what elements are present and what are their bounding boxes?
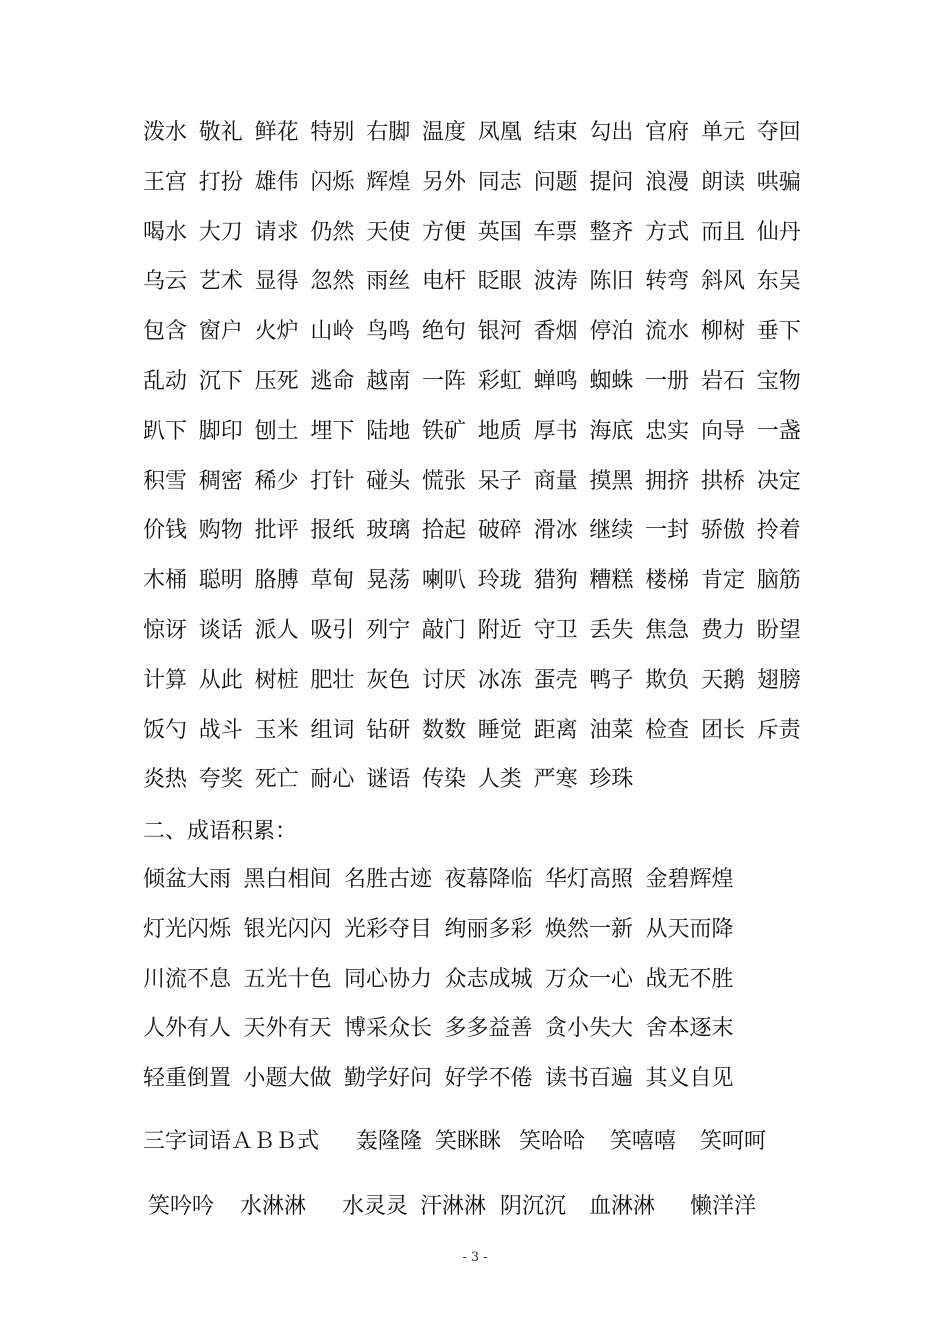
word-item: 报纸 — [310, 518, 355, 544]
idiom-item: 川流不息 — [143, 966, 232, 992]
word-item: 埋下 — [310, 418, 355, 444]
word-item: 王宫 — [143, 169, 188, 195]
word-item: 胳膊 — [254, 568, 299, 594]
idiom-item: 光彩夺目 — [344, 916, 433, 942]
word-item: 转弯 — [645, 269, 690, 295]
idiom-item: 绚丽多彩 — [444, 916, 533, 942]
abb-word: 笑哈哈 — [519, 1129, 586, 1154]
word-item: 趴下 — [143, 418, 188, 444]
word-item: 方式 — [645, 219, 690, 245]
word-item: 附近 — [477, 617, 522, 643]
word-item: 焦急 — [645, 617, 690, 643]
word-item: 单元 — [700, 120, 745, 145]
abb-word: 笑吟吟 — [148, 1194, 215, 1219]
idiom-row — [143, 860, 843, 910]
word-item: 饭勺 — [143, 717, 188, 743]
word-item: 费力 — [700, 617, 745, 643]
abb-word: 水淋淋 — [240, 1194, 307, 1219]
abb-word: 笑嘻嘻 — [610, 1129, 677, 1154]
word-item: 包含 — [143, 319, 188, 345]
abb-words-line-2 — [148, 1187, 848, 1227]
idiom-item: 夜幕降临 — [444, 867, 533, 892]
word-item: 夸奖 — [198, 767, 243, 793]
idiom-item: 银光闪闪 — [243, 916, 332, 942]
idiom-item: 小题大做 — [243, 1066, 332, 1092]
word-item: 绝句 — [421, 319, 466, 345]
word-item: 斜风 — [700, 269, 745, 295]
word-row — [143, 361, 843, 411]
word-item: 打针 — [310, 468, 355, 494]
idiom-item: 众志成城 — [444, 966, 533, 992]
word-item: 斥责 — [756, 717, 801, 743]
word-item: 从此 — [198, 667, 243, 693]
word-item: 仍然 — [310, 219, 355, 245]
word-row — [143, 311, 843, 361]
word-row — [143, 112, 843, 162]
word-item: 凤凰 — [477, 120, 522, 145]
word-item: 请求 — [254, 219, 299, 245]
idiom-item: 好学不倦 — [444, 1066, 533, 1092]
word-item: 呆子 — [477, 468, 522, 494]
word-item: 玲珑 — [477, 568, 522, 594]
idiom-item: 万众一心 — [545, 966, 634, 992]
word-item: 陆地 — [366, 418, 411, 444]
word-item: 乌云 — [143, 269, 188, 295]
idiom-item: 焕然一新 — [545, 916, 634, 942]
word-item: 蝉鸣 — [533, 368, 578, 394]
word-item: 夺回 — [756, 120, 801, 145]
word-item: 一册 — [645, 368, 690, 394]
word-item: 灰色 — [366, 667, 411, 693]
word-item: 乱动 — [143, 368, 188, 394]
idiom-item: 倾盆大雨 — [143, 867, 232, 892]
abb-words-line-1 — [143, 1122, 843, 1162]
idiom-item: 勤学好问 — [344, 1066, 433, 1092]
word-item: 聪明 — [198, 568, 243, 594]
word-item: 山岭 — [310, 319, 355, 345]
word-item: 艺术 — [198, 269, 243, 295]
idiom-list — [143, 860, 843, 1109]
word-item: 刨土 — [254, 418, 299, 444]
word-item: 糟糕 — [589, 568, 634, 594]
word-item: 雄伟 — [254, 169, 299, 195]
word-item: 英国 — [477, 219, 522, 245]
word-item: 肯定 — [700, 568, 745, 594]
word-item: 鸟鸣 — [366, 319, 411, 345]
idiom-item: 金碧辉煌 — [645, 867, 734, 892]
word-item: 距离 — [533, 717, 578, 743]
word-item: 一盏 — [756, 418, 801, 444]
abb-word: 笑眯眯 — [435, 1129, 502, 1154]
word-item: 谈话 — [198, 617, 243, 643]
word-item: 稀少 — [254, 468, 299, 494]
word-item: 陈旧 — [589, 269, 634, 295]
idiom-item: 同心协力 — [344, 966, 433, 992]
word-item: 欺负 — [645, 667, 690, 693]
word-item: 浪漫 — [645, 169, 690, 195]
word-item: 积雪 — [143, 468, 188, 494]
word-item: 检查 — [645, 717, 690, 743]
word-item: 鲜花 — [254, 120, 299, 145]
word-item: 闪烁 — [310, 169, 355, 195]
word-item: 商量 — [533, 468, 578, 494]
word-row — [143, 510, 843, 560]
word-row — [143, 610, 843, 660]
word-item: 铁矿 — [421, 418, 466, 444]
word-item: 泼水 — [143, 120, 188, 145]
word-item: 传染 — [421, 767, 466, 793]
word-item: 一阵 — [421, 368, 466, 394]
word-item: 官府 — [645, 120, 690, 145]
idiom-item: 读书百遍 — [545, 1066, 634, 1092]
word-item: 敬礼 — [198, 120, 243, 145]
word-item: 一封 — [645, 518, 690, 544]
word-item: 压死 — [254, 368, 299, 394]
word-item: 楼梯 — [645, 568, 690, 594]
word-item: 脚印 — [198, 418, 243, 444]
word-row — [143, 660, 843, 710]
word-item: 耐心 — [310, 767, 355, 793]
word-item: 停泊 — [589, 319, 634, 345]
word-row — [143, 759, 843, 809]
idiom-item: 人外有人 — [143, 1016, 232, 1042]
word-item: 厚书 — [533, 418, 578, 444]
word-item: 流水 — [645, 319, 690, 345]
idiom-item: 五光十色 — [243, 966, 332, 992]
word-item: 玻璃 — [366, 518, 411, 544]
idiom-item: 黑白相间 — [243, 867, 332, 892]
word-item: 朗读 — [700, 169, 745, 195]
word-item: 哄骗 — [756, 169, 801, 195]
idiom-row — [143, 960, 843, 1010]
word-item: 讨厌 — [421, 667, 466, 693]
word-item: 另外 — [421, 169, 466, 195]
word-item: 钻研 — [366, 717, 411, 743]
word-item: 继续 — [589, 518, 634, 544]
word-item: 大刀 — [198, 219, 243, 245]
idiom-row — [143, 1059, 843, 1109]
word-item: 死亡 — [254, 767, 299, 793]
word-item: 严寒 — [533, 767, 578, 793]
word-item: 地质 — [477, 418, 522, 444]
word-item: 摸黑 — [589, 468, 634, 494]
word-item: 拾起 — [421, 518, 466, 544]
word-item: 木桶 — [143, 568, 188, 594]
word-item: 猎狗 — [533, 568, 578, 594]
word-item: 列宁 — [366, 617, 411, 643]
word-item: 火炉 — [254, 319, 299, 345]
word-item: 人类 — [477, 767, 522, 793]
abb-word: 阴沉沉 — [500, 1194, 567, 1219]
word-item: 战斗 — [198, 717, 243, 743]
abb-label: 三字词语ＡＢＢ式 — [143, 1129, 320, 1154]
idiom-item: 博采众长 — [344, 1016, 433, 1042]
word-item: 蜘蛛 — [589, 368, 634, 394]
idiom-item: 战无不胜 — [645, 966, 734, 992]
word-item: 喝水 — [143, 219, 188, 245]
word-item: 油菜 — [589, 717, 634, 743]
word-item: 睡觉 — [477, 717, 522, 743]
vocabulary-list — [143, 112, 843, 809]
word-item: 决定 — [756, 468, 801, 494]
word-item: 温度 — [421, 120, 466, 145]
word-item: 仙丹 — [756, 219, 801, 245]
word-item: 东吴 — [756, 269, 801, 295]
abb-word: 血淋淋 — [589, 1194, 656, 1219]
word-row — [143, 461, 843, 511]
section-heading: 二、成语积累： — [143, 819, 298, 844]
word-item: 电杆 — [421, 269, 466, 295]
word-item: 惊讶 — [143, 617, 188, 643]
word-item: 忠实 — [645, 418, 690, 444]
word-item: 盼望 — [756, 617, 801, 643]
word-item: 雨丝 — [366, 269, 411, 295]
word-item: 骄傲 — [700, 518, 745, 544]
abb-word: 水灵灵 — [342, 1194, 409, 1219]
word-item: 向导 — [700, 418, 745, 444]
word-item: 碰头 — [366, 468, 411, 494]
word-item: 眨眼 — [477, 269, 522, 295]
word-item: 香烟 — [533, 319, 578, 345]
word-item: 勾出 — [589, 120, 634, 145]
idiom-item: 华灯高照 — [545, 867, 634, 892]
word-item: 柳树 — [700, 319, 745, 345]
word-item: 问题 — [533, 169, 578, 195]
word-item: 忽然 — [310, 269, 355, 295]
word-item: 拎着 — [756, 518, 801, 544]
word-item: 同志 — [477, 169, 522, 195]
word-item: 宝物 — [756, 368, 801, 394]
idiom-item: 其义自见 — [645, 1066, 734, 1092]
word-row — [143, 261, 843, 311]
word-item: 窗户 — [198, 319, 243, 345]
word-item: 显得 — [254, 269, 299, 295]
word-item: 批评 — [254, 518, 299, 544]
word-row — [143, 162, 843, 212]
word-item: 天使 — [366, 219, 411, 245]
word-item: 而且 — [700, 219, 745, 245]
idiom-item: 从天而降 — [645, 916, 734, 942]
word-item: 数数 — [421, 717, 466, 743]
abb-word: 懒洋洋 — [690, 1194, 757, 1219]
word-row — [143, 710, 843, 760]
word-item: 垂下 — [756, 319, 801, 345]
idiom-row — [143, 910, 843, 960]
word-item: 敲门 — [421, 617, 466, 643]
idiom-item: 多多益善 — [444, 1016, 533, 1042]
word-item: 稠密 — [198, 468, 243, 494]
abb-word: 笑呵呵 — [700, 1129, 767, 1154]
word-item: 逃命 — [310, 368, 355, 394]
word-item: 丢失 — [589, 617, 634, 643]
idiom-item: 轻重倒置 — [143, 1066, 232, 1092]
word-row — [143, 411, 843, 461]
word-item: 整齐 — [589, 219, 634, 245]
word-item: 蛋壳 — [533, 667, 578, 693]
word-item: 拥挤 — [645, 468, 690, 494]
idiom-item: 灯光闪烁 — [143, 916, 232, 942]
word-item: 珍珠 — [589, 767, 634, 793]
word-item: 滑冰 — [533, 518, 578, 544]
word-item: 特别 — [310, 120, 355, 145]
word-item: 海底 — [589, 418, 634, 444]
word-item: 守卫 — [533, 617, 578, 643]
abb-word: 轰隆隆 — [356, 1129, 423, 1154]
word-item: 拱桥 — [700, 468, 745, 494]
word-item: 购物 — [198, 518, 243, 544]
word-item: 银河 — [477, 319, 522, 345]
idiom-item: 名胜古迹 — [344, 867, 433, 892]
idiom-item: 贪小失大 — [545, 1016, 634, 1042]
word-item: 翅膀 — [756, 667, 801, 693]
word-item: 晃荡 — [366, 568, 411, 594]
word-item: 车票 — [533, 219, 578, 245]
word-item: 组词 — [310, 717, 355, 743]
word-item: 脑筋 — [756, 568, 801, 594]
word-item: 鸭子 — [589, 667, 634, 693]
abb-word: 汗淋淋 — [420, 1194, 487, 1219]
word-row — [143, 212, 843, 262]
word-item: 谜语 — [366, 767, 411, 793]
word-item: 彩虹 — [477, 368, 522, 394]
word-item: 提问 — [589, 169, 634, 195]
word-item: 岩石 — [700, 368, 745, 394]
word-item: 慌张 — [421, 468, 466, 494]
word-item: 价钱 — [143, 518, 188, 544]
word-item: 波涛 — [533, 269, 578, 295]
word-item: 冰冻 — [477, 667, 522, 693]
word-item: 肥壮 — [310, 667, 355, 693]
page-number: - 3 - — [462, 1250, 488, 1265]
word-item: 打扮 — [198, 169, 243, 195]
idiom-item: 舍本逐末 — [645, 1016, 734, 1042]
word-item: 炎热 — [143, 767, 188, 793]
word-item: 草甸 — [310, 568, 355, 594]
word-item: 派人 — [254, 617, 299, 643]
word-row — [143, 560, 843, 610]
word-item: 玉米 — [254, 717, 299, 743]
idiom-item: 天外有天 — [243, 1016, 332, 1042]
word-item: 越南 — [366, 368, 411, 394]
word-item: 喇叭 — [421, 568, 466, 594]
word-item: 团长 — [700, 717, 745, 743]
idiom-row — [143, 1009, 843, 1059]
word-item: 结束 — [533, 120, 578, 145]
word-item: 计算 — [143, 667, 188, 693]
word-item: 方便 — [421, 219, 466, 245]
word-item: 天鹅 — [700, 667, 745, 693]
word-item: 沉下 — [198, 368, 243, 394]
word-item: 树桩 — [254, 667, 299, 693]
word-item: 破碎 — [477, 518, 522, 544]
word-item: 右脚 — [366, 120, 411, 145]
word-item: 吸引 — [310, 617, 355, 643]
word-item: 辉煌 — [366, 169, 411, 195]
